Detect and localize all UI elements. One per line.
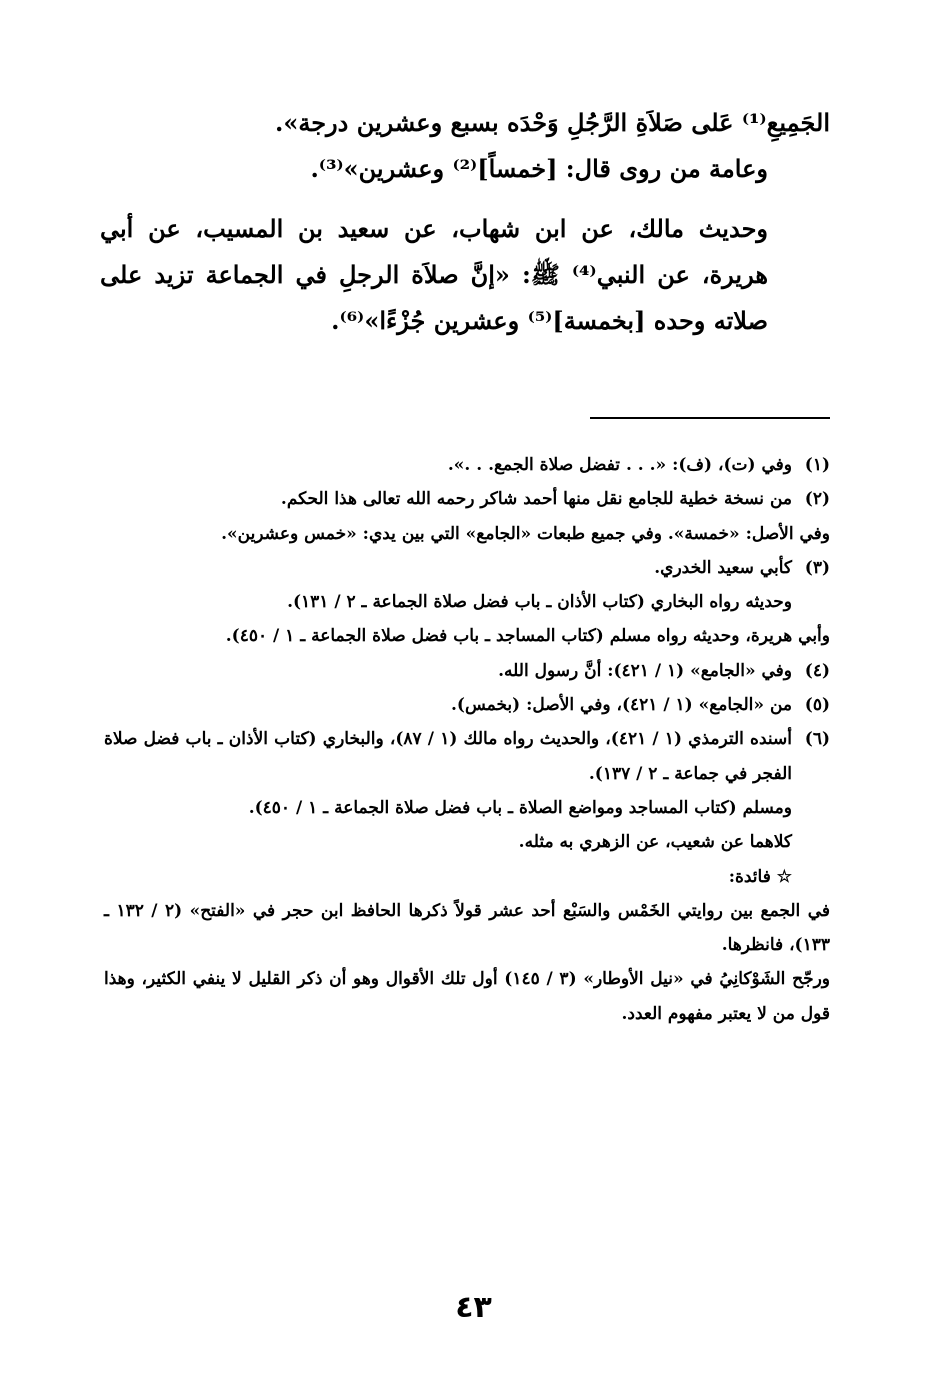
main-text bbox=[100, 100, 830, 344]
footnote-text: من «الجامع» (١ / ٤٢١)، وفي الأصل: (بخمس). bbox=[451, 695, 792, 716]
footnote-text: وفي (ت)، (ف): «. . . تفضل صلاة الجمع. . .». bbox=[447, 455, 792, 475]
footnotes bbox=[104, 448, 830, 1031]
footnote-2 bbox=[104, 482, 830, 516]
footnote-5 bbox=[104, 688, 830, 722]
footnote-4 bbox=[104, 654, 830, 688]
footnote-3 bbox=[104, 551, 830, 585]
footnote-number: (٤) bbox=[804, 660, 830, 681]
footnote-3-continuation: وحديثه رواه البخاري (كتاب الأذان ـ باب فضل صلاة الجماعة ـ ٢ / ١٣١). bbox=[287, 592, 792, 613]
benefit-paragraph-1: في الجمع بين روايتي الخَمْس والسَبْع أحد عشر قولاً ذكرها الحافظ ابن حجر في «الفتح» (٢ / ١٣٢ ـ ١٣٣)، فانظرها. bbox=[104, 900, 831, 956]
benefit-heading: ☆ فائدة: bbox=[728, 866, 792, 887]
footnote-number: (٢) bbox=[804, 489, 830, 510]
footnote-1 bbox=[104, 448, 830, 482]
footnote-2-continuation: وفي الأصل: «خمسة». وفي جميع طبعات «الجامع» التي بين يدي: «خمس وعشرين». bbox=[221, 523, 830, 544]
footnote-number: (٦) bbox=[804, 729, 830, 750]
footnote-number: (٣) bbox=[804, 557, 830, 578]
footnote-6-continuation: كلاهما عن شعيب، عن الزهري به مثله. bbox=[518, 832, 792, 853]
footnote-number: (٥) bbox=[804, 695, 830, 716]
footnote-text: كأبي سعيد الخدري. bbox=[654, 557, 792, 578]
benefit-paragraph-2: ورجّح الشَوْكانِيُ في «نيل الأوطار» (٣ / ١٤٥) أول تلك الأقوال وهو أن ذكر القليل لا ينفي الكثير، وهذا قول من لا يعتبر مفهوم العدد. bbox=[104, 969, 831, 1024]
page-number: ٤٣ bbox=[455, 1290, 492, 1325]
footnote-number: (١) bbox=[804, 455, 830, 475]
main-line-2: وعامة من روى قال: [خمساً]⁽²⁾ وعشرين»⁽³⁾. bbox=[310, 154, 768, 183]
main-line-1: الجَمِيعِ⁽¹⁾ عَلى صَلاَةِ الرَّجُلِ وَحْدَه بسبع وعشرين درجة». bbox=[275, 108, 830, 137]
footnote-separator bbox=[590, 417, 830, 419]
footnote-3-continuation: وأبي هريرة، وحديثه رواه مسلم (كتاب المساجد ـ باب فضل صلاة الجماعة ـ ١ / ٤٥٠). bbox=[225, 626, 830, 647]
footnote-text: من نسخة خطية للجامع نقل منها أحمد شاكر رحمه الله تعالى هذا الحكم. bbox=[280, 489, 792, 510]
footnote-6-continuation: ومسلم (كتاب المساجد ومواضع الصلاة ـ باب فضل صلاة الجماعة ـ ١ / ٤٥٠). bbox=[248, 797, 792, 818]
footnote-text: أسنده الترمذي (١ / ٤٢١)، والحديث رواه مالك (١ / ٨٧)، والبخاري (كتاب الأذان ـ باب فضل صلاة الفجر في جماعة ـ ٢ / ١٣٧). bbox=[104, 729, 792, 784]
footnote-6 bbox=[104, 722, 830, 791]
footnote-text: وفي «الجامع» (١ / ٤٢١): أنَّ رسول الله. bbox=[498, 660, 792, 681]
main-paragraph-2: وحديث مالك، عن ابن شهاب، عن سعيد بن المسيب، عن أبي هريرة، عن النبي⁽⁴⁾ ﷺ: «إنَّ صلاَة الرجلِ في الجماعة تزيد على صلاته وحده [بخمسة]⁽⁵⁾ وعشرين جُزْءًا»⁽⁶⁾. bbox=[100, 214, 769, 335]
